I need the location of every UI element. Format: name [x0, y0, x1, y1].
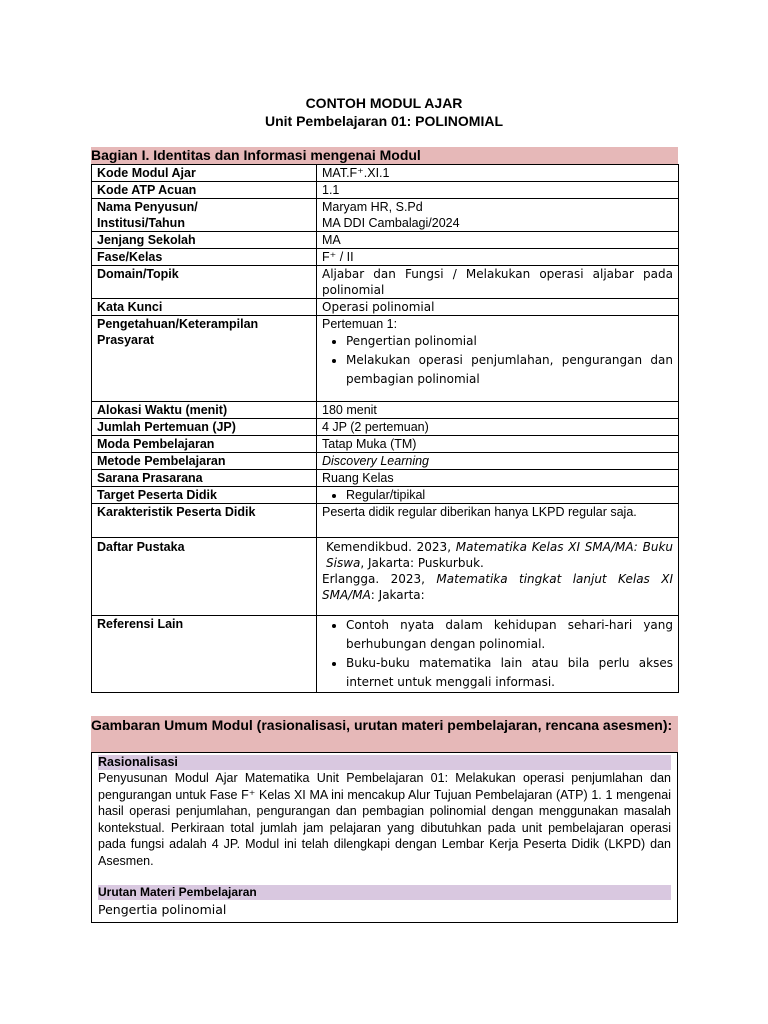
reference-text: Erlangga. 2023,: [322, 572, 437, 586]
title-line-2: Unit Pembelajaran 01: POLINOMIAL: [264, 113, 504, 129]
row-value: [317, 616, 679, 693]
prasyarat-list: [322, 332, 673, 389]
reference-text: , Jakarta: Puskurbuk.: [360, 556, 484, 570]
table-row: [92, 538, 679, 616]
row-label: Daftar Pustaka: [92, 538, 317, 616]
row-value: Operasi polinomial: [317, 299, 679, 316]
row-value: [317, 316, 679, 402]
row-value: MAT.F⁺.XI.1: [317, 165, 679, 182]
target-list: [322, 487, 673, 503]
row-label-line: Pengetahuan/Keterampilan: [97, 317, 259, 331]
row-label-line: Prasyarat: [97, 333, 154, 347]
list-item: • Contoh nyata dalam kehidupan sehari-hari yang berhubungan dengan polinomial.: [346, 616, 673, 654]
reference-item: [322, 539, 673, 571]
table-row: [92, 487, 679, 504]
row-value: F⁺ / II: [317, 249, 679, 266]
row-value: 4 JP (2 pertemuan): [317, 419, 679, 436]
list-item: • Pengertian polinomial: [346, 332, 673, 351]
row-label: Jumlah Pertemuan (JP): [92, 419, 317, 436]
table-row: [92, 182, 679, 199]
table-row: [92, 616, 679, 693]
overview-box: [91, 752, 678, 923]
table-row: [92, 436, 679, 453]
table-row: [92, 453, 679, 470]
row-value: Ruang Kelas: [317, 470, 679, 487]
row-value: Aljabar dan Fungsi / Melakukan operasi aljabar pada polinomial: [317, 266, 679, 299]
row-value: [317, 538, 679, 616]
row-value: Discovery Learning: [317, 453, 679, 470]
identity-table: [91, 164, 679, 693]
rasionalisasi-text: Penyusunan Modul Ajar Matematika Unit Pembelajaran 01: Melakukan operasi penjumlahan dan pengurangan untuk Fase F⁺ Kelas XI MA ini mencakup Alur Tujuan Pembelajaran (ATP) 1. 1 mengenai hasil operasi penjumlahan, pengurangan dan pembagian polinomial dengan menggunakan masalah kontekstual. Perkiraan total jumlah jam pelajaran yang dibutuhkan pada unit pembelajaran operasi pada fungsi adalah 4 JP. Modul ini telah dilengkapi dengan Lembar Kerja Peserta Didik (LKPD) dan Asesmen.: [98, 771, 671, 868]
row-label: [92, 316, 317, 402]
table-row: [92, 470, 679, 487]
row-label: Metode Pembelajaran: [92, 453, 317, 470]
table-row: [92, 504, 679, 538]
referensi-list: [322, 616, 673, 692]
table-row: [92, 232, 679, 249]
reference-title: Matematika tingkat lanjut Kelas XI SMA/MA: [322, 572, 673, 602]
row-value: 1.1: [317, 182, 679, 199]
row-label: Fase/Kelas: [92, 249, 317, 266]
table-row: [92, 402, 679, 419]
list-item: • Melakukan operasi penjumlahan, pengurangan dan pembagian polinomial: [346, 351, 673, 389]
row-value: [317, 199, 679, 232]
row-label-line: Institusi/Tahun: [97, 216, 185, 230]
row-value: [317, 487, 679, 504]
row-value: 180 menit: [317, 402, 679, 419]
row-value: Tatap Muka (TM): [317, 436, 679, 453]
row-label: Karakteristik Peserta Didik: [92, 504, 317, 538]
reference-item: [322, 571, 673, 603]
row-label: Kode ATP Acuan: [92, 182, 317, 199]
list-item: • Regular/tipikal: [346, 487, 673, 503]
table-row: [92, 266, 679, 299]
row-label: Target Peserta Didik: [92, 487, 317, 504]
table-row: [92, 249, 679, 266]
title-line-1: CONTOH MODUL AJAR: [305, 95, 463, 111]
section-2-header: Gambaran Umum Modul (rasionalisasi, urutan materi pembelajaran, rencana asesmen):: [91, 716, 678, 752]
row-value-line: MA DDI Cambalagi/2024: [322, 216, 460, 230]
prasyarat-intro: Pertemuan 1:: [322, 317, 398, 331]
row-value: MA: [317, 232, 679, 249]
list-item: • Buku-buku matematika lain atau bila perlu akses internet untuk menggali informasi.: [346, 654, 673, 692]
urutan-heading: Urutan Materi Pembelajaran: [98, 885, 671, 900]
row-label-line: Nama Penyusun/: [97, 200, 198, 214]
row-label: Kode Modul Ajar: [92, 165, 317, 182]
row-label: [92, 199, 317, 232]
row-label: Domain/Topik: [92, 266, 317, 299]
table-row: [92, 299, 679, 316]
section-1-header: Bagian I. Identitas dan Informasi mengenai Modul: [91, 147, 678, 164]
reference-title: Matematika Kelas XI SMA/MA: Buku Siswa: [326, 540, 673, 570]
reference-text: Kemendikbud. 2023,: [326, 540, 456, 554]
table-row: [92, 199, 679, 232]
row-label: Referensi Lain: [92, 616, 317, 693]
row-value-line: Maryam HR, S.Pd: [322, 200, 423, 214]
urutan-first-item: Pengertia polinomial: [98, 902, 227, 917]
row-label: Jenjang Sekolah: [92, 232, 317, 249]
row-label: Kata Kunci: [92, 299, 317, 316]
row-value: Peserta didik regular diberikan hanya LKPD regular saja.: [317, 504, 679, 538]
row-label: Moda Pembelajaran: [92, 436, 317, 453]
row-label: Alokasi Waktu (menit): [92, 402, 317, 419]
reference-text: : Jakarta:: [370, 588, 425, 602]
table-row: [92, 419, 679, 436]
row-label: Sarana Prasarana: [92, 470, 317, 487]
table-row: [92, 316, 679, 402]
table-row: [92, 165, 679, 182]
document-title: [0, 94, 768, 130]
rasionalisasi-heading: Rasionalisasi: [98, 755, 671, 770]
